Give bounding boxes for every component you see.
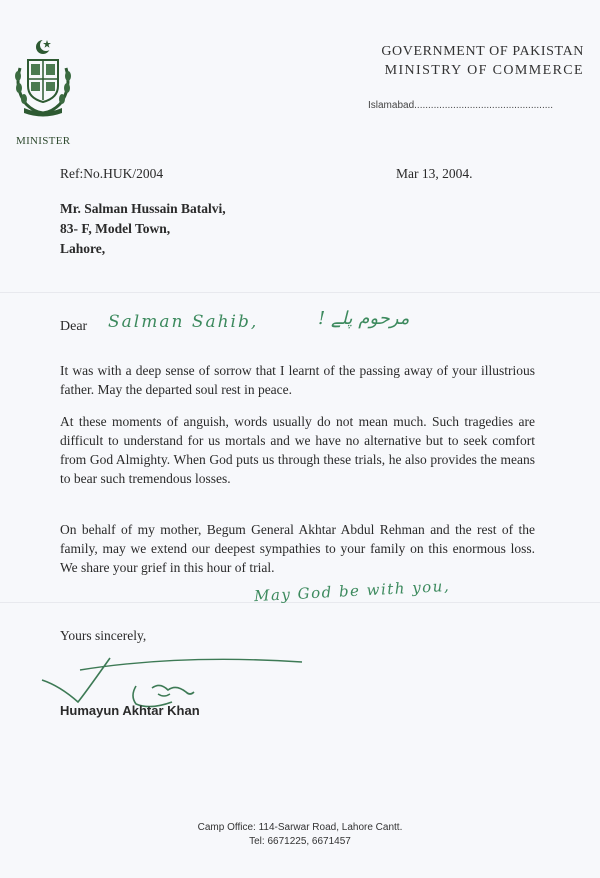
recipient-address-line1: 83- F, Model Town, — [60, 221, 171, 236]
footer-camp-office: Camp Office: 114-Sarwar Road, Lahore Cantt. — [197, 822, 403, 833]
salutation: Dear — [60, 319, 88, 334]
recipient-name: Mr. Salman Hussain Batalvi, — [60, 201, 226, 216]
body-paragraph: On behalf of my mother, Begum General Akhtar Abdul Rehman and the rest of the family, may we extend our deepest sympathies to your family on this enormous loss. We share your grief in this hour of trial. — [60, 522, 535, 575]
closing-phrase: Yours sincerely, — [60, 628, 147, 643]
government-heading: GOVERNMENT OF PAKISTAN — [381, 44, 584, 59]
recipient-address-line2: Lahore, — [60, 241, 106, 256]
fold-line — [0, 292, 600, 293]
office-label: MINISTER — [16, 135, 71, 147]
reference-number: Ref:No.HUK/2004 — [60, 166, 164, 181]
pakistan-state-emblem-icon — [10, 38, 76, 118]
body-paragraph: It was with a deep sense of sorrow that I learnt of the passing away of your illustrious father. May the departed soul rest in peace. — [60, 363, 535, 397]
ministry-heading: MINISTRY OF COMMERCE — [384, 63, 584, 78]
letter-date: Mar 13, 2004. — [396, 166, 473, 181]
body-paragraph: At these moments of anguish, words usually do not mean much. Such tragedies are difficult to understand for us mortals and we have no alternative but to seek comfort from God Almighty. When God puts us through these trials, he also provides the means to bear such tremendous losses. — [60, 414, 535, 486]
city-line: Islamabad.................................................. — [368, 100, 554, 111]
handwritten-closing: May God be with you, — [253, 576, 451, 606]
signer-name: Humayun Akhtar Khan — [60, 703, 200, 718]
handwritten-salutation-name: Salman Sahib, — [108, 312, 259, 332]
footer-telephone: Tel: 6671225, 6671457 — [249, 836, 351, 847]
handwritten-salutation-urdu: مرحوم پلے ! — [318, 308, 410, 329]
